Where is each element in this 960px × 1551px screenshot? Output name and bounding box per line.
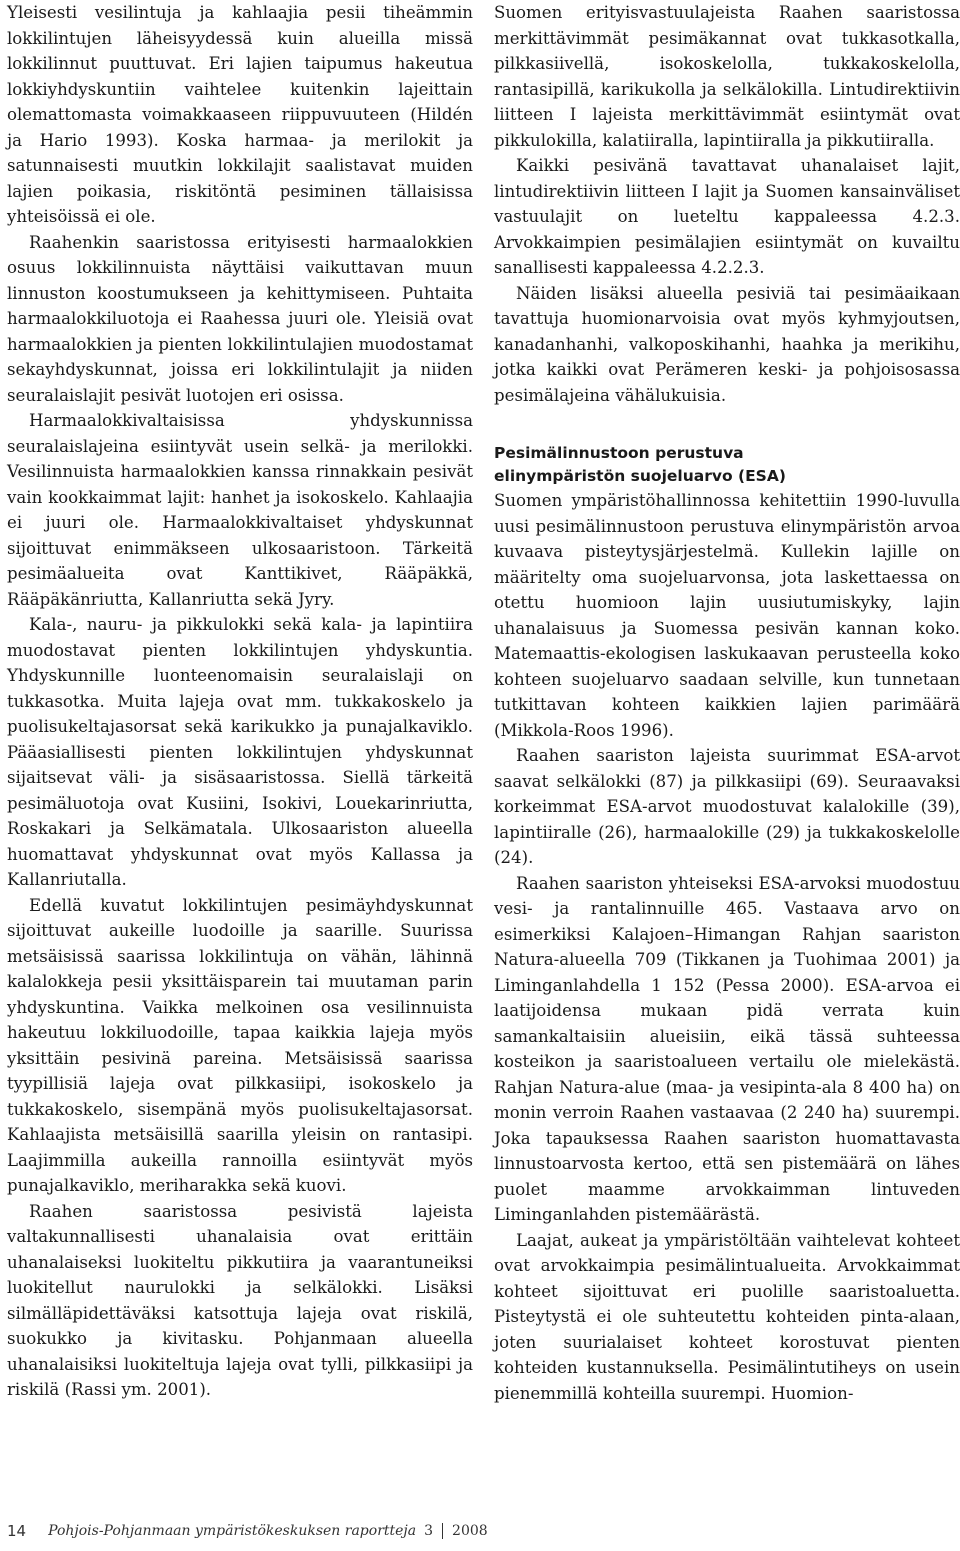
- paragraph: Raahenkin saaristossa erityisesti harmaalokkien osuus lokkilinnuista näyttäisi vaikuttavan muun linnuston koostumukseen ja kehittymiseen. Puhtaita harmaalokkiluotoja ei Raahessa juuri ole. Yleisiä ovat harmaalokkien ja pienten lokkilintulajien muodostamat sekayhdyskunnat, joissa eri lokkilintulajit ja niiden seuralaislajit pesivät luotojen eri osissa.: [7, 232, 473, 405]
- paragraph: Laajat, aukeat ja ympäristöltään vaihtelevat kohteet ovat arvokkaimpia pesimälintualueita. Arvokkaimmat kohteet sijoittuvat eri puolille saaristoaluetta. Pisteytystä ei ole suhteutettu kohteiden pinta-alaan, joten suurialaiset kohteet korostuvat pienten kohteiden kustannuksella. Pesimälintutiheys on usein pienemmillä kohteilla suurempi. Huomion-: [494, 1230, 960, 1403]
- paragraph: Kaikki pesivänä tavattavat uhanalaiset lajit, lintudirektiivin liitteen I lajit ja Suomen kansainväliset vastuulajit on lueteltu kappaleessa 4.2.3. Arvokkaimpien pesimälajien esiintymät on kuvailtu sanallisesti kappaleessa 4.2.2.3.: [494, 156, 960, 277]
- publication-title: Pohjois-Pohjanmaan ympäristökeskuksen raportteja: [48, 1523, 417, 1539]
- page-number: 14: [7, 1522, 27, 1540]
- section-heading: [494, 442, 960, 488]
- paragraph: Raahen saariston yhteiseksi ESA-arvoksi muodostuu vesi- ja rantalinnuille 465. Vastaava arvo on esimerkiksi Kalajoen–Himangan Rahjan saariston Natura-alueella 709 (Tikkanen ja Tuohimaa 2001) ja Liminganlahdella 1 152 (Pessa 2000). ESA-arvoa ei laatijoidensa mukaan pidä verrata kuin samankaltaisiin alueisiin, eikä tässä suhteessa kosteikon ja saaristoalueen vertailu ole mielekästä. Rahjan Natura-alue (maa- ja vesipinta-ala 8 400 ha) on monin verroin Raahen vastaavaa (2 240 ha) suurempi. Joka tapauksessa Raahen saariston huomattavasta linnustoarvosta kertoo, että sen pistemäärä on lähes puolet maamme arvokkaimman lintuveden Liminganlahden pistemäärästä.: [494, 873, 960, 1224]
- section-heading-line: Pesimälinnustoon perustuva: [494, 444, 744, 462]
- right-column: [494, 0, 960, 1406]
- section-heading-line: elinympäristön suojeluarvo (ESA): [494, 467, 786, 485]
- paragraph: Raahen saariston lajeista suurimmat ESA-arvot saavat selkälokki (87) ja pilkkasiipi (69). Seuraavaksi korkeimmat ESA-arvot muodostuvat kalalokille (39), lapintiiralle (26), harmaalokille (29) ja tukkakoskelolle (24).: [494, 746, 960, 867]
- paragraph: Harmaalokkivaltaisissa yhdyskunnissa seuralaislajeina esiintyvät usein selkä- ja merilokki. Vesilinnuista harmaalokkien kanssa rinnakkain pesivät vain kookkaimmat lajit: hanhet ja isokoskelo. Kahlaajia ei juuri ole. Harmaalokkivaltaiset yhdyskunnat sijoittuvat enimmäkseen ulkosaaristoon. Tärkeitä pesimäalueita ovat Kanttikivet, Rääpäkkä, Rääpäkänriutta, Kallanriutta sekä Jyry.: [7, 411, 473, 609]
- paragraph: Suomen erityisvastuulajeista Raahen saaristossa merkittävimmät pesimäkannat ovat tukkasotkalla, pilkkasiivellä, isokoskelolla, tukkakoskelolla, rantasipillä, karikukolla ja selkälokilla. Lintudirektiivin liitteen I lajeista merkittävimmät esiintymät ovat pikkulokilla, kalatiiralla, lapintiiralla ja pikkutiiralla.: [494, 3, 960, 150]
- page-footer: [7, 1522, 488, 1540]
- publication-year: 2008: [452, 1523, 488, 1539]
- issue-number: 3: [424, 1523, 434, 1539]
- paragraph: Suomen ympäristöhallinnossa kehitettiin 1990-luvulla uusi pesimälinnustoon perustuva elinympäristön arvoa kuvaava pisteytysjärjestelmä. Kullekin lajille on määritelty oma suojeluarvonsa, jota laskettaessa on otettu huomioon lajin uusiutumiskyky, lajin uhanalaisuus ja Suomessa pesivän kannan koko. Matemaattis-ekologisen laskukaavan perusteella koko kohteen suojeluarvo saadaan selville, kun tunnetaan tutkittavan kohteen kaikkien lajien parimäärä (Mikkola-Roos 1996).: [494, 491, 960, 740]
- paragraph: Yleisesti vesilintuja ja kahlaajia pesii tiheämmin lokkilintujen läheisyydessä kuin alueilla missä lokkilinnut puuttuvat. Eri lajien taipumus hakeutua lokkiyhdyskuntiin vaihtelee kuitenkin lajeittain olemattomasta voimakkaaseen riippuvuuteen (Hildén ja Hario 1993). Koska harmaa- ja merilokit ja satunnaisesti muutkin lokkilajit saalistavat muiden lajien poikasia, riskitöntä pesiminen tällaisissa yhteisöissä ei ole.: [7, 3, 473, 226]
- paragraph: Näiden lisäksi alueella pesiviä tai pesimäaikaan tavattuja huomionarvoisia ovat myös kyhmyjoutsen, kanadanhanhi, valkoposkihanhi, haahka ja merikihu, jotka kaikki ovat Perämeren keski- ja pohjoisosassa pesimälajeina vähälukuisia.: [494, 283, 960, 405]
- paragraph: Raahen saaristossa pesivistä lajeista valtakunnallisesti uhanalaisia ovat erittäin uhanalaiseksi luokiteltu pikkutiira ja vaarantuneiksi luokitellut naurulokki ja selkälokki. Lisäksi silmälläpidettäväksi katsottuja lajeja ovat riskilä, suokukko ja kivitasku. Pohjanmaan alueella uhanalaisiksi luokiteltuja lajeja ovat tylli, pilkkasiipi ja riskilä (Rassi ym. 2001).: [7, 1201, 473, 1399]
- left-column: [7, 0, 473, 1403]
- footer-divider: [442, 1523, 443, 1539]
- paragraph: Edellä kuvatut lokkilintujen pesimäyhdyskunnat sijoittuvat aukeille luodoille ja saarille. Suurissa metsäisissä saarissa lokkilintuja on vähän, lähinnä kalalokkeja pesii yksittäisparein tai muutaman parin yhdyskuntina. Vaikka melkoinen osa vesilinnuista hakeutuu lokkiluodoille, tapaa kaikkia lajeja myös yksittäin pesivinä pareina. Metsäisissä saarissa tyypillisiä lajeja ovat pilkkasiipi, isokoskelo ja tukkakoskelo, sisempänä myös puolisukeltajasorsat. Kahlaajista metsäisillä saarilla yleisin on rantasipi. Laajimmilla aukeilla rannoilla esiintyvät myös punajalkaviklo, meriharakka sekä kuovi.: [7, 895, 473, 1195]
- paragraph: Kala-, nauru- ja pikkulokki sekä kala- ja lapintiira muodostavat pienten lokkilintujen yhdyskuntia. Yhdyskunnille luonteenomaisin seuralaislaji on tukkasotka. Muita lajeja ovat mm. tukkakoskelo ja puolisukeltajasorsat sekä karikukko ja punajalkaviklo. Pääasiallisesti pienten lokkilintujen yhdyskunnat sijaitsevat väli- ja sisäsaaristossa. Siellä tärkeitä pesimäluotoja ovat Kusiini, Isokivi, Louekarinriutta, Roskakari ja Selkämatala. Ulkosaariston alueella huomattavat yhdyskunnat ovat myös Kallassa ja Kallanriutalla.: [7, 615, 473, 889]
